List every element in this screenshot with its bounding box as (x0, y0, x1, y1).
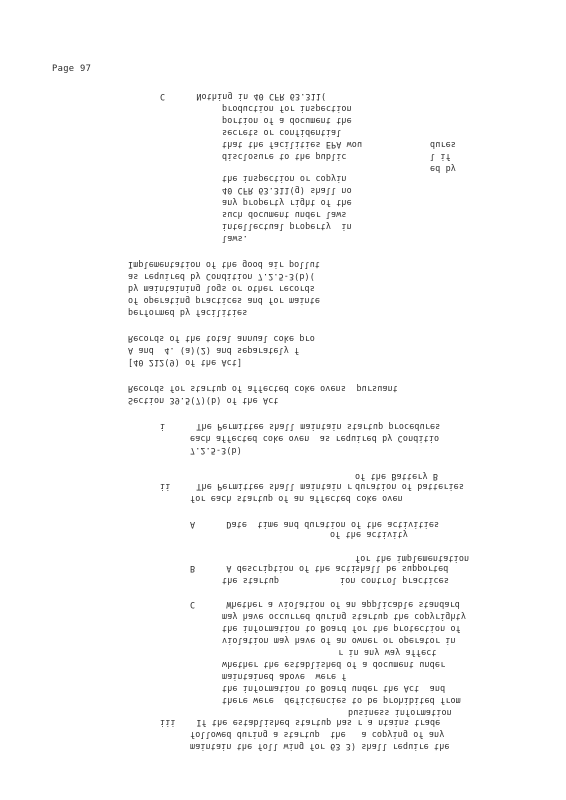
text-line: each affected coke oven as required by Conditio (190, 434, 440, 444)
text-line: secrets or confidential (222, 128, 342, 138)
text-line: iii If the established startup has r a ntains trade (160, 718, 441, 728)
text-line: i The Permittee shall maintain startup procedures (160, 422, 441, 432)
text-line: disclosure to the public (222, 152, 347, 162)
text-line: may have occurred during startup the copyrighty (222, 612, 467, 622)
text-line: ion control practices (340, 576, 450, 586)
text-line: there were deficiencies to be prohibited from (222, 696, 461, 706)
text-line: of the Battery B (355, 472, 439, 482)
text-line: followed during a startup the a copying of any (190, 730, 445, 740)
text-line: B A description of the acti (190, 564, 357, 574)
text-line: that the facilities EPA wou (222, 140, 363, 150)
text-line: A and 4. (a)(2) and separately f (128, 346, 300, 356)
text-line: intellectual property in (222, 222, 352, 232)
inverted-text-block (0, 90, 566, 750)
page-number: Page 97 (52, 64, 92, 74)
text-line: C Whether a violation of an applicable standard (190, 600, 460, 610)
text-line: ed by (430, 164, 456, 174)
text-line: for each startup of an affected coke oven (190, 494, 403, 504)
text-line: l if (430, 152, 451, 162)
text-line: laws. (222, 234, 248, 244)
text-line: Implementation of the good air pollut (128, 260, 321, 270)
text-line: the information to Board for the protection of (222, 624, 461, 634)
text-line: the information to Board under the Act and (222, 684, 446, 694)
text-line: C Nothing in 40 CFR 63.311( (160, 92, 327, 102)
text-line: any property right of the (222, 198, 352, 208)
text-line: by maintaining logs or other records (128, 284, 315, 294)
text-line: shall be supported (355, 564, 449, 574)
text-line: for the implementation (355, 554, 470, 564)
text-line: 7.2.5-3(b) (190, 446, 242, 456)
text-line: maintain the foll wing for 63 3) shall require the (190, 742, 450, 752)
text-line: the inspection or copyin (222, 174, 347, 184)
text-line: Section 39.5(7)(b) of the Act (128, 396, 279, 406)
text-line: duration of batteries (355, 482, 465, 492)
text-line: the startup (222, 576, 280, 586)
text-line: ii The Permittee shall maintain r (160, 482, 353, 492)
text-line: production for inspection (222, 104, 352, 114)
text-line: of operating practices and for mainte (128, 296, 321, 306)
text-line: Records of the total annual coke pro (128, 334, 315, 344)
text-line: violation may have of an owner or operator in (222, 636, 456, 646)
text-line: whether the established of a document under (222, 660, 446, 670)
text-line: r in any way affect (338, 648, 437, 658)
text-line: business information (348, 708, 452, 718)
text-line: portion of a document the (222, 116, 352, 126)
text-line: dures (430, 140, 456, 150)
text-line: Records for startup of affected coke ovens pursuant (128, 384, 398, 394)
text-line: of the activity (330, 530, 408, 540)
text-line: A Date time and duration of the activities (190, 520, 440, 530)
text-line: as required by Condition 7.2.5-3(b)( (128, 272, 315, 282)
text-line: such document under laws (222, 210, 347, 220)
text-line: maintained above were f (222, 672, 347, 682)
text-line: performed by facilities (128, 308, 248, 318)
text-line: [40 212(9) of the Act] (128, 358, 243, 368)
text-line: 40 CFR 63.311(g) shall no (222, 186, 352, 196)
